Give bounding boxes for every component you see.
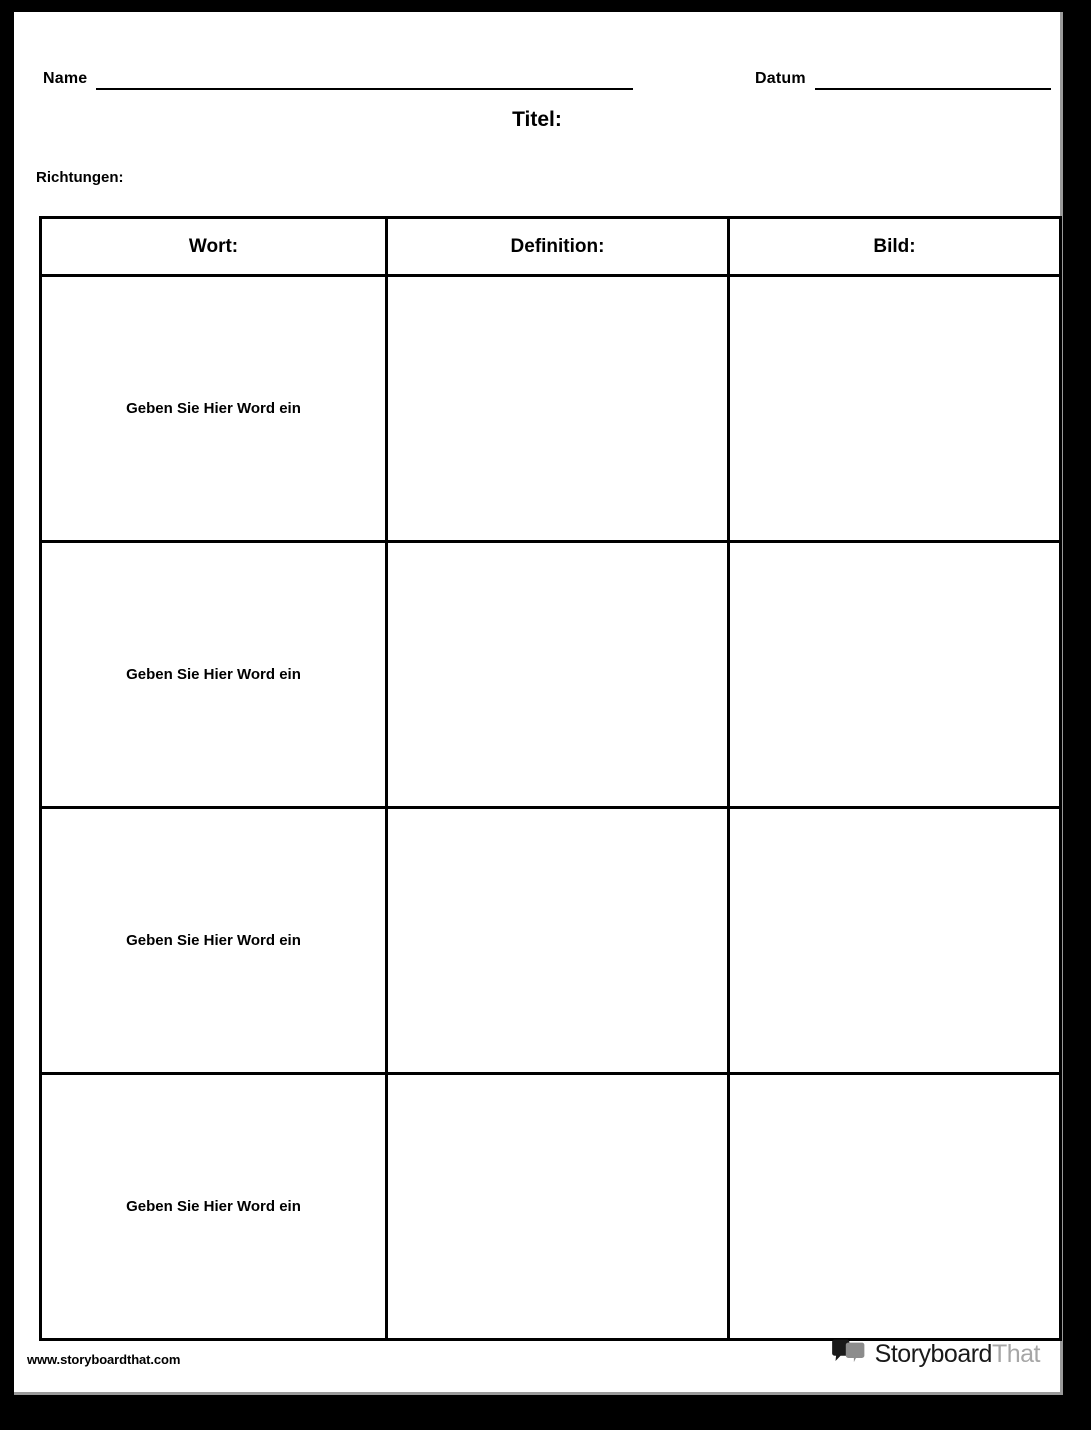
column-header-definition: Definition:: [387, 218, 729, 276]
page-title: Titel:: [512, 108, 562, 131]
date-label: Datum: [755, 70, 806, 87]
date-field[interactable]: [755, 68, 1051, 90]
cell-picture[interactable]: [729, 1074, 1061, 1340]
cell-picture[interactable]: [729, 276, 1061, 542]
column-header-word: Wort:: [41, 218, 387, 276]
table-row: [41, 1074, 1061, 1340]
word-placeholder-text: Geben Sie Hier Word ein: [126, 1197, 301, 1215]
directions-label: Richtungen:: [36, 169, 124, 186]
speech-bubbles-icon: [830, 1339, 868, 1369]
column-header-picture: Bild:: [729, 218, 1061, 276]
name-label: Name: [43, 70, 88, 87]
worksheet-footer: [14, 1330, 1060, 1392]
brand-wordmark: [874, 1339, 1040, 1368]
table-header-row: [41, 218, 1061, 276]
cell-picture[interactable]: [729, 542, 1061, 808]
cell-definition[interactable]: [387, 542, 729, 808]
worksheet-header: [14, 12, 1060, 90]
name-field[interactable]: [43, 68, 633, 90]
vocabulary-table: [39, 216, 1062, 1341]
cell-word[interactable]: [41, 808, 387, 1074]
cell-definition[interactable]: [387, 1074, 729, 1340]
cell-word[interactable]: [41, 276, 387, 542]
cell-definition[interactable]: [387, 276, 729, 542]
table-row: [41, 542, 1061, 808]
cell-word[interactable]: [41, 542, 387, 808]
footer-url[interactable]: www.storyboardthat.com: [27, 1352, 181, 1367]
worksheet-page: [14, 12, 1063, 1395]
name-input-rule[interactable]: [96, 68, 633, 90]
cell-definition[interactable]: [387, 808, 729, 1074]
word-placeholder-text: Geben Sie Hier Word ein: [126, 665, 301, 683]
date-input-rule[interactable]: [815, 68, 1051, 90]
table-row: [41, 808, 1061, 1074]
storyboardthat-logo[interactable]: [830, 1339, 1040, 1369]
word-placeholder-text: Geben Sie Hier Word ein: [126, 399, 301, 417]
brand-primary-text: Storyboard: [874, 1339, 992, 1368]
cell-picture[interactable]: [729, 808, 1061, 1074]
table-row: [41, 276, 1061, 542]
word-placeholder-text: Geben Sie Hier Word ein: [126, 931, 301, 949]
brand-secondary-text: That: [991, 1339, 1040, 1368]
cell-word[interactable]: [41, 1074, 387, 1340]
